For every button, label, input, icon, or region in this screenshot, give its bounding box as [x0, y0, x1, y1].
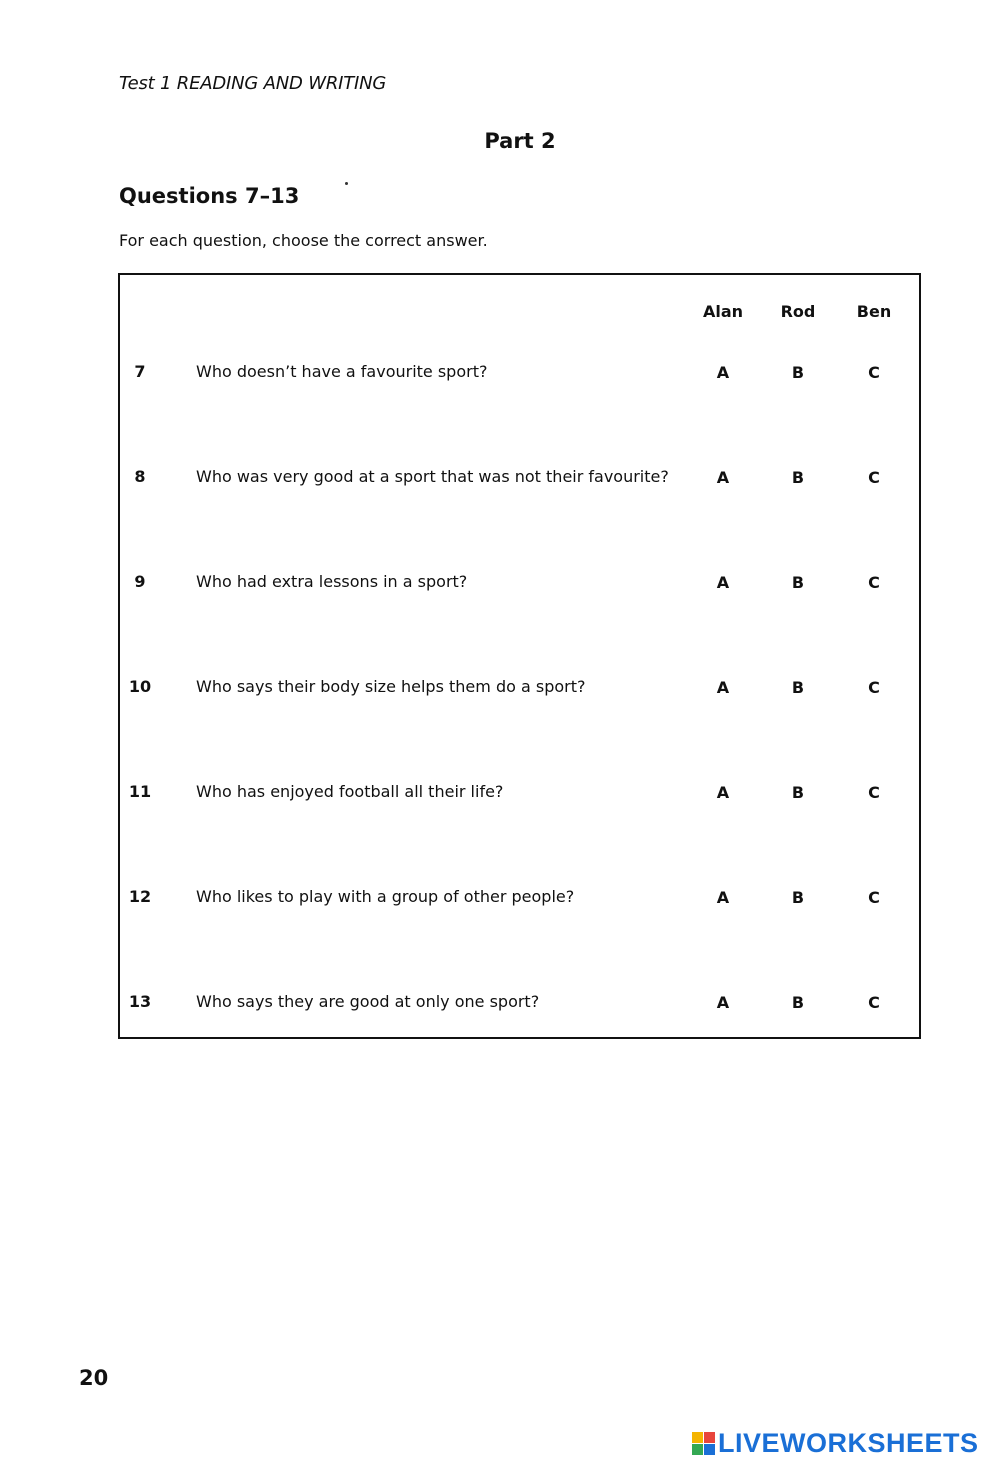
brand-name: LIVEWORKSHEETS [718, 1428, 979, 1458]
question-row [0, 362, 1000, 392]
part-title: Part 2 [484, 129, 556, 153]
question-number: 12 [128, 887, 152, 906]
question-text: Who had extra lessons in a sport? [196, 572, 468, 591]
brand-logo [692, 1428, 979, 1459]
instructions: For each question, choose the correct answer. [119, 231, 488, 250]
question-number: 10 [128, 677, 152, 696]
option-b[interactable]: B [791, 783, 805, 802]
option-c[interactable]: C [868, 573, 880, 592]
option-c[interactable]: C [868, 678, 880, 697]
question-row [0, 887, 1000, 917]
question-text: Who has enjoyed football all their life? [196, 782, 504, 801]
option-a[interactable]: A [716, 888, 730, 907]
question-number: 7 [134, 362, 146, 381]
option-b[interactable]: B [791, 363, 805, 382]
liveworksheets-logo-icon [692, 1432, 715, 1455]
option-a[interactable]: A [716, 468, 730, 487]
column-header-rod: Rod [780, 302, 816, 321]
option-b[interactable]: B [791, 678, 805, 697]
question-row [0, 572, 1000, 602]
question-text: Who likes to play with a group of other people? [196, 887, 575, 906]
option-b[interactable]: B [791, 993, 805, 1012]
option-c[interactable]: C [868, 468, 880, 487]
question-row [0, 782, 1000, 812]
option-c[interactable]: C [868, 888, 880, 907]
question-row [0, 467, 1000, 497]
question-row [0, 677, 1000, 707]
column-header-ben: Ben [856, 302, 892, 321]
question-number: 11 [128, 782, 152, 801]
question-text: Who was very good at a sport that was not their favourite? [196, 467, 669, 486]
option-a[interactable]: A [716, 363, 730, 382]
option-c[interactable]: C [868, 783, 880, 802]
running-head: Test 1 READING AND WRITING [119, 73, 387, 94]
option-c[interactable]: C [868, 363, 880, 382]
option-a[interactable]: A [716, 993, 730, 1012]
option-a[interactable]: A [716, 783, 730, 802]
questions-heading: Questions 7–13 [119, 184, 300, 208]
question-text: Who doesn’t have a favourite sport? [196, 362, 488, 381]
stray-mark [345, 182, 348, 185]
question-number: 13 [128, 992, 152, 1011]
question-number: 8 [134, 467, 146, 486]
option-a[interactable]: A [716, 573, 730, 592]
question-text: Who says their body size helps them do a sport? [196, 677, 586, 696]
option-b[interactable]: B [791, 573, 805, 592]
page-number: 20 [79, 1366, 109, 1390]
option-b[interactable]: B [791, 888, 805, 907]
question-row [0, 992, 1000, 1022]
option-a[interactable]: A [716, 678, 730, 697]
column-header-alan: Alan [702, 302, 744, 321]
option-b[interactable]: B [791, 468, 805, 487]
option-c[interactable]: C [868, 993, 880, 1012]
question-text: Who says they are good at only one sport? [196, 992, 540, 1011]
question-number: 9 [134, 572, 146, 591]
